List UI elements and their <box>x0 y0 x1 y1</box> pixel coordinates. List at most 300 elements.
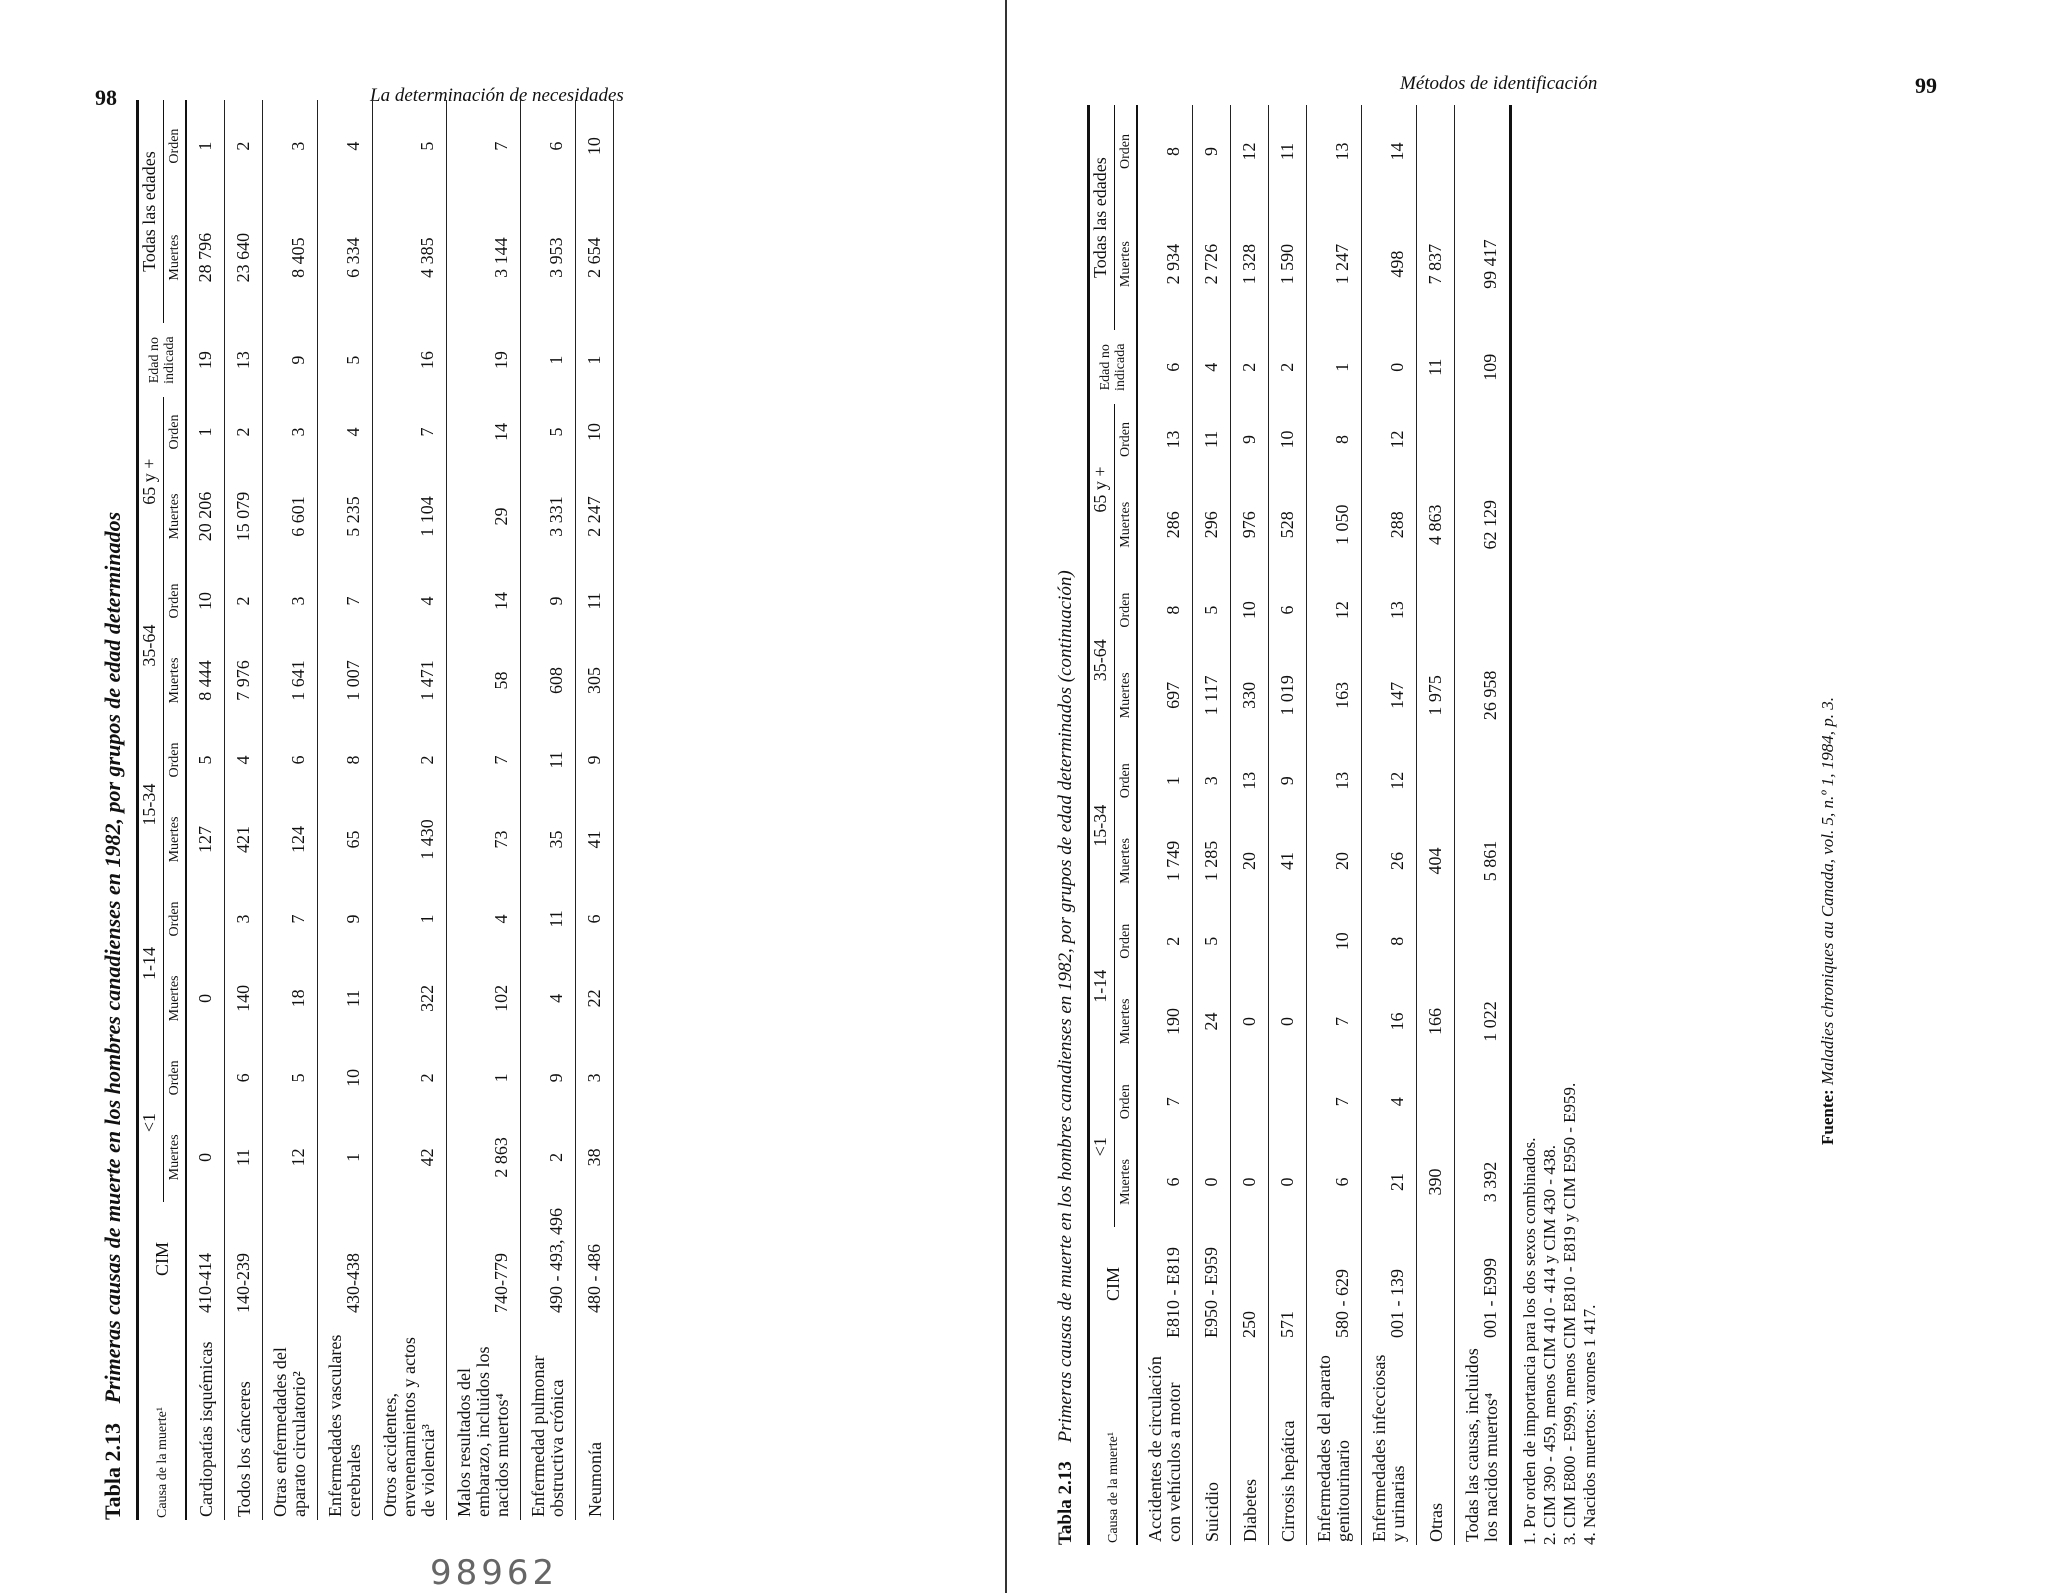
value-cell: 2 <box>1269 330 1307 404</box>
value-cell: 12 <box>263 1113 318 1202</box>
value-cell: 1 430 <box>373 795 447 884</box>
value-cell: 12 <box>1362 404 1417 474</box>
value-cell: 3 144 <box>447 192 521 323</box>
value-cell: 1 007 <box>318 636 373 725</box>
table-right-rotated <box>1055 105 1600 1545</box>
table-row <box>447 100 521 1520</box>
table-title: Primeras causas de muerte en los hombres canadienses en 1982, por grupos de edad determinados <box>100 511 125 1404</box>
header-cim: CIM <box>1102 1267 1123 1302</box>
value-cell: 8 <box>318 725 373 795</box>
value-cell: 10 <box>1307 906 1362 976</box>
value-cell: 6 <box>1269 575 1307 645</box>
value-cell: 11 <box>521 884 576 954</box>
table-row <box>1455 105 1511 1545</box>
value-cell: 42 <box>373 1113 447 1202</box>
value-cell: 286 <box>1137 475 1193 575</box>
value-cell: 73 <box>447 795 521 884</box>
table-title: Primeras causas de muerte en los hombres canadienses en 1982, por grupos de edad determinados (continuación) <box>1055 570 1076 1443</box>
value-cell: 16 <box>373 323 447 397</box>
value-cell: 13 <box>1307 746 1362 816</box>
value-cell: 1 <box>318 1113 373 1202</box>
value-cell: 28 796 <box>186 192 225 323</box>
value-cell: 11 <box>225 1113 263 1202</box>
value-cell: 1 050 <box>1307 475 1362 575</box>
footnote: 1. Por orden de importancia para los dos sexos combinados. <box>1520 1137 1539 1545</box>
table-caption-right <box>1055 105 1077 1545</box>
header-group: 1-14 <box>138 884 164 1043</box>
value-cell: 9 <box>1193 105 1231 198</box>
header-deaths: Muertes <box>1118 501 1133 548</box>
value-cell: 2 <box>373 725 447 795</box>
value-cell <box>186 1043 225 1113</box>
value-cell: 4 <box>318 100 373 192</box>
value-cell: 15 079 <box>225 467 263 566</box>
value-cell: 5 235 <box>318 467 373 566</box>
header-group: <1 <box>138 1043 164 1202</box>
header-cim: CIM <box>151 1242 172 1277</box>
value-cell: 0 <box>1269 1137 1307 1227</box>
cim-cell: E810 - E819 <box>1137 1227 1193 1341</box>
value-cell: 1 471 <box>373 636 447 725</box>
value-cell: 10 <box>576 100 614 192</box>
value-cell: 6 <box>263 725 318 795</box>
value-cell: 697 <box>1137 645 1193 745</box>
value-cell: 1 <box>521 323 576 397</box>
value-cell: 2 <box>225 566 263 636</box>
cause-cell: Accidentes de circulación con vehículos a motor <box>1137 1341 1193 1545</box>
source-label: Fuente: <box>1818 1089 1837 1145</box>
value-cell: 26 <box>1362 816 1417 906</box>
value-cell <box>1269 906 1307 976</box>
value-cell: 4 <box>521 954 576 1043</box>
value-cell: 5 861 <box>1455 816 1511 906</box>
value-cell: 58 <box>447 636 521 725</box>
table-row <box>186 100 225 1520</box>
deaths-table-right <box>1087 105 1512 1545</box>
header-order: Orden <box>167 901 182 937</box>
value-cell: 9 <box>576 725 614 795</box>
value-cell: 18 <box>263 954 318 1043</box>
value-cell: 2 726 <box>1193 198 1231 330</box>
table-row <box>1269 105 1307 1545</box>
value-cell: 608 <box>521 636 576 725</box>
value-cell: 6 <box>225 1043 263 1113</box>
value-cell: 2 654 <box>576 192 614 323</box>
value-cell: 10 <box>1231 575 1269 645</box>
value-cell: 1 019 <box>1269 645 1307 745</box>
value-cell: 4 <box>1193 330 1231 404</box>
value-cell: 528 <box>1269 475 1307 575</box>
value-cell: 3 392 <box>1455 1137 1511 1227</box>
value-cell: 11 <box>1269 105 1307 198</box>
value-cell: 2 <box>225 397 263 467</box>
cim-cell <box>263 1202 318 1316</box>
value-cell: 2 <box>1137 906 1193 976</box>
value-cell: 41 <box>1269 816 1307 906</box>
value-cell: 16 <box>1362 976 1417 1066</box>
value-cell: 1 975 <box>1417 645 1455 745</box>
table-row <box>1417 105 1455 1545</box>
table-row <box>1307 105 1362 1545</box>
value-cell: 19 <box>186 323 225 397</box>
value-cell: 0 <box>1269 976 1307 1066</box>
value-cell: 3 <box>263 566 318 636</box>
header-order: Orden <box>167 583 182 619</box>
header-deaths: Muertes <box>167 493 182 540</box>
cim-cell: 580 - 629 <box>1307 1227 1362 1341</box>
cim-cell: 001 - E999 <box>1455 1227 1511 1341</box>
page-number-right: 99 <box>1915 73 1937 98</box>
value-cell: 7 <box>1307 1067 1362 1137</box>
value-cell: 0 <box>186 954 225 1043</box>
value-cell: 2 <box>521 1113 576 1202</box>
cause-cell: Neumonía <box>576 1316 614 1520</box>
value-cell: 3 <box>225 884 263 954</box>
value-cell <box>1417 105 1455 198</box>
value-cell: 7 <box>447 100 521 192</box>
table-body-left <box>186 100 614 1520</box>
value-cell: 7 <box>318 566 373 636</box>
value-cell: 9 <box>521 566 576 636</box>
value-cell: 1 <box>576 323 614 397</box>
value-cell: 124 <box>263 795 318 884</box>
value-cell: 3 <box>576 1043 614 1113</box>
value-cell: 3 <box>263 397 318 467</box>
table-row <box>1362 105 1417 1545</box>
value-cell: 13 <box>1362 575 1417 645</box>
cause-cell: Otras <box>1417 1341 1455 1545</box>
header-deaths: Muertes <box>167 657 182 704</box>
value-cell: 13 <box>1137 404 1193 474</box>
cause-cell: Cirrosis hepática <box>1269 1341 1307 1545</box>
value-cell <box>1269 1067 1307 1137</box>
value-cell: 1 590 <box>1269 198 1307 330</box>
value-cell: 5 <box>263 1043 318 1113</box>
header-cause: Causa de la muerte¹ <box>154 1406 170 1518</box>
value-cell: 2 863 <box>447 1113 521 1202</box>
header-order: Orden <box>1118 763 1133 799</box>
value-cell: 13 <box>225 323 263 397</box>
cause-cell: Enfermedades vasculares cerebrales <box>318 1316 373 1520</box>
value-cell: 127 <box>186 795 225 884</box>
cim-cell: 140-239 <box>225 1202 263 1316</box>
value-cell: 1 <box>1307 330 1362 404</box>
cause-cell: Otras enfermedades del aparato circulatorio² <box>263 1316 318 1520</box>
header-order: Orden <box>167 414 182 450</box>
header-order: Orden <box>167 742 182 778</box>
value-cell: 6 <box>1137 330 1193 404</box>
value-cell: 3 953 <box>521 192 576 323</box>
value-cell: 4 <box>373 566 447 636</box>
value-cell: 22 <box>576 954 614 1043</box>
value-cell: 7 <box>1137 1067 1193 1137</box>
value-cell: 4 863 <box>1417 475 1455 575</box>
value-cell: 9 <box>1269 746 1307 816</box>
header-group: 15-34 <box>1089 746 1115 907</box>
value-cell: 2 934 <box>1137 198 1193 330</box>
value-cell: 0 <box>1231 976 1269 1066</box>
header-group: 65 y + <box>138 397 164 566</box>
value-cell <box>1417 746 1455 816</box>
value-cell: 1 749 <box>1137 816 1193 906</box>
footnote: 2. CIM 390 - 459, menos CIM 410 - 414 y CIM 430 - 438. <box>1540 1145 1559 1545</box>
value-cell: 102 <box>447 954 521 1043</box>
deaths-table-left <box>136 100 614 1520</box>
value-cell: 11 <box>576 566 614 636</box>
table-row <box>225 100 263 1520</box>
value-cell: 2 <box>373 1043 447 1113</box>
value-cell: 41 <box>576 795 614 884</box>
value-cell: 5 <box>373 100 447 192</box>
value-cell: 8 <box>1137 105 1193 198</box>
value-cell: 421 <box>225 795 263 884</box>
value-cell: 1 328 <box>1231 198 1269 330</box>
value-cell <box>1417 404 1455 474</box>
header-deaths: Muertes <box>167 816 182 863</box>
cim-cell: E950 - E959 <box>1193 1227 1231 1341</box>
cim-cell: 480 - 486 <box>576 1202 614 1316</box>
value-cell: 166 <box>1417 976 1455 1066</box>
cim-cell <box>373 1202 447 1316</box>
value-cell: 7 <box>1307 976 1362 1066</box>
value-cell: 4 <box>225 725 263 795</box>
value-cell: 2 <box>1231 330 1269 404</box>
cim-cell: 001 - 139 <box>1362 1227 1417 1341</box>
header-deaths: Muertes <box>1118 838 1133 884</box>
value-cell: 7 976 <box>225 636 263 725</box>
value-cell: 11 <box>318 954 373 1043</box>
table-body-right <box>1137 105 1511 1545</box>
footnotes <box>1520 105 1600 1545</box>
value-cell: 12 <box>1231 105 1269 198</box>
value-cell: 9 <box>1231 404 1269 474</box>
value-cell: 6 <box>576 884 614 954</box>
header-deaths: Muertes <box>1118 241 1133 288</box>
value-cell: 4 <box>447 884 521 954</box>
value-cell: 8 444 <box>186 636 225 725</box>
header-group: Todas las edades <box>1089 105 1115 330</box>
value-cell <box>1455 1067 1511 1137</box>
cause-cell: Enfermedades del aparato genitourinario <box>1307 1341 1362 1545</box>
header-deaths: Muertes <box>167 975 182 1022</box>
value-cell: 1 022 <box>1455 976 1511 1066</box>
value-cell: 62 129 <box>1455 475 1511 575</box>
value-cell: 10 <box>576 397 614 467</box>
value-cell: 1 <box>373 884 447 954</box>
value-cell: 9 <box>521 1043 576 1113</box>
value-cell: 1 285 <box>1193 816 1231 906</box>
value-cell: 4 <box>1362 1067 1417 1137</box>
running-head-left: La determinación de necesidades <box>370 85 624 106</box>
value-cell: 14 <box>447 397 521 467</box>
value-cell: 13 <box>1231 746 1269 816</box>
value-cell: 8 <box>1362 906 1417 976</box>
header-deaths: Muertes <box>1118 672 1133 719</box>
table-row <box>576 100 614 1520</box>
value-cell: 390 <box>1417 1137 1455 1227</box>
cause-cell: Todas las causas, incluidos los nacidos muertos⁴ <box>1455 1341 1511 1545</box>
value-cell: 404 <box>1417 816 1455 906</box>
header-group: 1-14 <box>1089 906 1115 1067</box>
value-cell: 11 <box>1417 330 1455 404</box>
value-cell: 6 601 <box>263 467 318 566</box>
table-label: Tabla 2.13 <box>100 1422 125 1520</box>
value-cell: 498 <box>1362 198 1417 330</box>
cim-cell: 250 <box>1231 1227 1269 1341</box>
cim-cell: 410-414 <box>186 1202 225 1316</box>
value-cell: 6 <box>1137 1137 1193 1227</box>
table-row <box>1193 105 1231 1545</box>
value-cell: 2 247 <box>576 467 614 566</box>
book-spine <box>1005 0 1007 1593</box>
cause-cell: Suicidio <box>1193 1341 1231 1545</box>
header-group: Todas las edades <box>138 100 164 323</box>
header-group: 35-64 <box>138 566 164 725</box>
value-cell: 65 <box>318 795 373 884</box>
table-row <box>521 100 576 1520</box>
header-group: <1 <box>1089 1067 1115 1228</box>
cause-cell: Diabetes <box>1231 1341 1269 1545</box>
value-cell: 20 <box>1307 816 1362 906</box>
cause-cell: Enfermedad pulmonar obstructiva crónica <box>521 1316 576 1520</box>
value-cell: 2 <box>225 100 263 192</box>
table-row <box>1137 105 1193 1545</box>
value-cell: 12 <box>1307 575 1362 645</box>
value-cell: 305 <box>576 636 614 725</box>
header-group: 15-34 <box>138 725 164 884</box>
value-cell: 330 <box>1231 645 1269 745</box>
page-number-left: 98 <box>95 85 117 110</box>
value-cell: 7 <box>447 725 521 795</box>
source-note <box>1818 45 1838 1145</box>
value-cell <box>1455 746 1511 816</box>
value-cell: 1 117 <box>1193 645 1231 745</box>
value-cell <box>1455 105 1511 198</box>
value-cell: 296 <box>1193 475 1231 575</box>
archive-stamp: 98962 <box>430 1553 559 1593</box>
value-cell: 322 <box>373 954 447 1043</box>
value-cell: 0 <box>1193 1137 1231 1227</box>
header-order: Orden <box>1118 134 1133 170</box>
footnote: 3. CIM E800 - E999, menos CIM E810 - E819 y CIM E950 - E959. <box>1560 1082 1579 1545</box>
value-cell: 8 405 <box>263 192 318 323</box>
table-row <box>318 100 373 1520</box>
value-cell <box>1231 1067 1269 1137</box>
value-cell <box>1417 906 1455 976</box>
value-cell <box>1455 404 1511 474</box>
value-cell: 5 <box>186 725 225 795</box>
header-unspecified-age: Edad no indicada <box>1098 343 1128 391</box>
header-unspecified-age: Edad no indicada <box>147 336 177 384</box>
value-cell: 6 334 <box>318 192 373 323</box>
table-row <box>1231 105 1269 1545</box>
value-cell: 976 <box>1231 475 1269 575</box>
value-cell: 190 <box>1137 976 1193 1066</box>
table-row <box>373 100 447 1520</box>
cause-cell: Todos los cánceres <box>225 1316 263 1520</box>
value-cell: 29 <box>447 467 521 566</box>
value-cell: 8 <box>1137 575 1193 645</box>
value-cell: 4 385 <box>373 192 447 323</box>
value-cell: 10 <box>318 1043 373 1113</box>
value-cell: 1 <box>1137 746 1193 816</box>
header-order: Orden <box>1118 1084 1133 1120</box>
value-cell <box>1455 575 1511 645</box>
value-cell: 7 837 <box>1417 198 1455 330</box>
value-cell: 20 206 <box>186 467 225 566</box>
value-cell: 14 <box>1362 105 1417 198</box>
header-deaths: Muertes <box>1118 998 1133 1045</box>
value-cell: 3 <box>263 100 318 192</box>
header-group: 65 y + <box>1089 404 1115 575</box>
value-cell: 12 <box>1362 746 1417 816</box>
value-cell: 11 <box>1193 404 1231 474</box>
value-cell: 1 <box>186 397 225 467</box>
header-deaths: Muertes <box>167 1134 182 1181</box>
value-cell: 163 <box>1307 645 1362 745</box>
footnote: 4. Nacidos muertos: varones 1 417. <box>1580 1304 1599 1545</box>
table-caption-left <box>100 100 126 1520</box>
source-text: Maladies chroniques au Canada, vol. 5, n.º 1, 1984, p. 3. <box>1818 696 1837 1086</box>
value-cell: 140 <box>225 954 263 1043</box>
value-cell: 8 <box>1307 404 1362 474</box>
value-cell: 21 <box>1362 1137 1417 1227</box>
value-cell <box>1417 575 1455 645</box>
value-cell: 19 <box>447 323 521 397</box>
value-cell: 1 641 <box>263 636 318 725</box>
value-cell: 1 104 <box>373 467 447 566</box>
value-cell: 6 <box>1307 1137 1362 1227</box>
header-cause: Causa de la muerte¹ <box>1105 1431 1121 1543</box>
value-cell: 3 331 <box>521 467 576 566</box>
header-order: Orden <box>1118 421 1133 457</box>
value-cell <box>1417 1067 1455 1137</box>
running-head-right: Métodos de identificación <box>1400 73 1598 94</box>
cim-cell: 490 - 493, 496 <box>521 1202 576 1316</box>
value-cell: 0 <box>1231 1137 1269 1227</box>
cim-cell <box>1417 1227 1455 1341</box>
header-deaths: Muertes <box>167 234 182 281</box>
value-cell <box>186 884 225 954</box>
value-cell: 99 417 <box>1455 198 1511 330</box>
value-cell: 5 <box>1193 575 1231 645</box>
value-cell: 24 <box>1193 976 1231 1066</box>
header-group: 35-64 <box>1089 575 1115 746</box>
value-cell: 1 <box>447 1043 521 1113</box>
cause-cell: Otros accidentes, envenenamientos y actos de violencia³ <box>373 1316 447 1520</box>
value-cell: 26 958 <box>1455 645 1511 745</box>
value-cell: 7 <box>263 884 318 954</box>
value-cell: 38 <box>576 1113 614 1202</box>
value-cell: 9 <box>263 323 318 397</box>
value-cell: 109 <box>1455 330 1511 404</box>
cim-cell: 571 <box>1269 1227 1307 1341</box>
value-cell: 147 <box>1362 645 1417 745</box>
value-cell: 10 <box>186 566 225 636</box>
value-cell: 20 <box>1231 816 1269 906</box>
cim-cell: 740-779 <box>447 1202 521 1316</box>
value-cell: 3 <box>1193 746 1231 816</box>
value-cell: 288 <box>1362 475 1417 575</box>
cause-cell: Enfermedades infecciosas y urinarias <box>1362 1341 1417 1545</box>
value-cell <box>1231 906 1269 976</box>
header-order: Orden <box>1118 923 1133 959</box>
value-cell: 1 <box>186 100 225 192</box>
value-cell: 6 <box>521 100 576 192</box>
cause-cell: Cardiopatías isquémicas <box>186 1316 225 1520</box>
value-cell <box>1455 906 1511 976</box>
value-cell: 1 247 <box>1307 198 1362 330</box>
